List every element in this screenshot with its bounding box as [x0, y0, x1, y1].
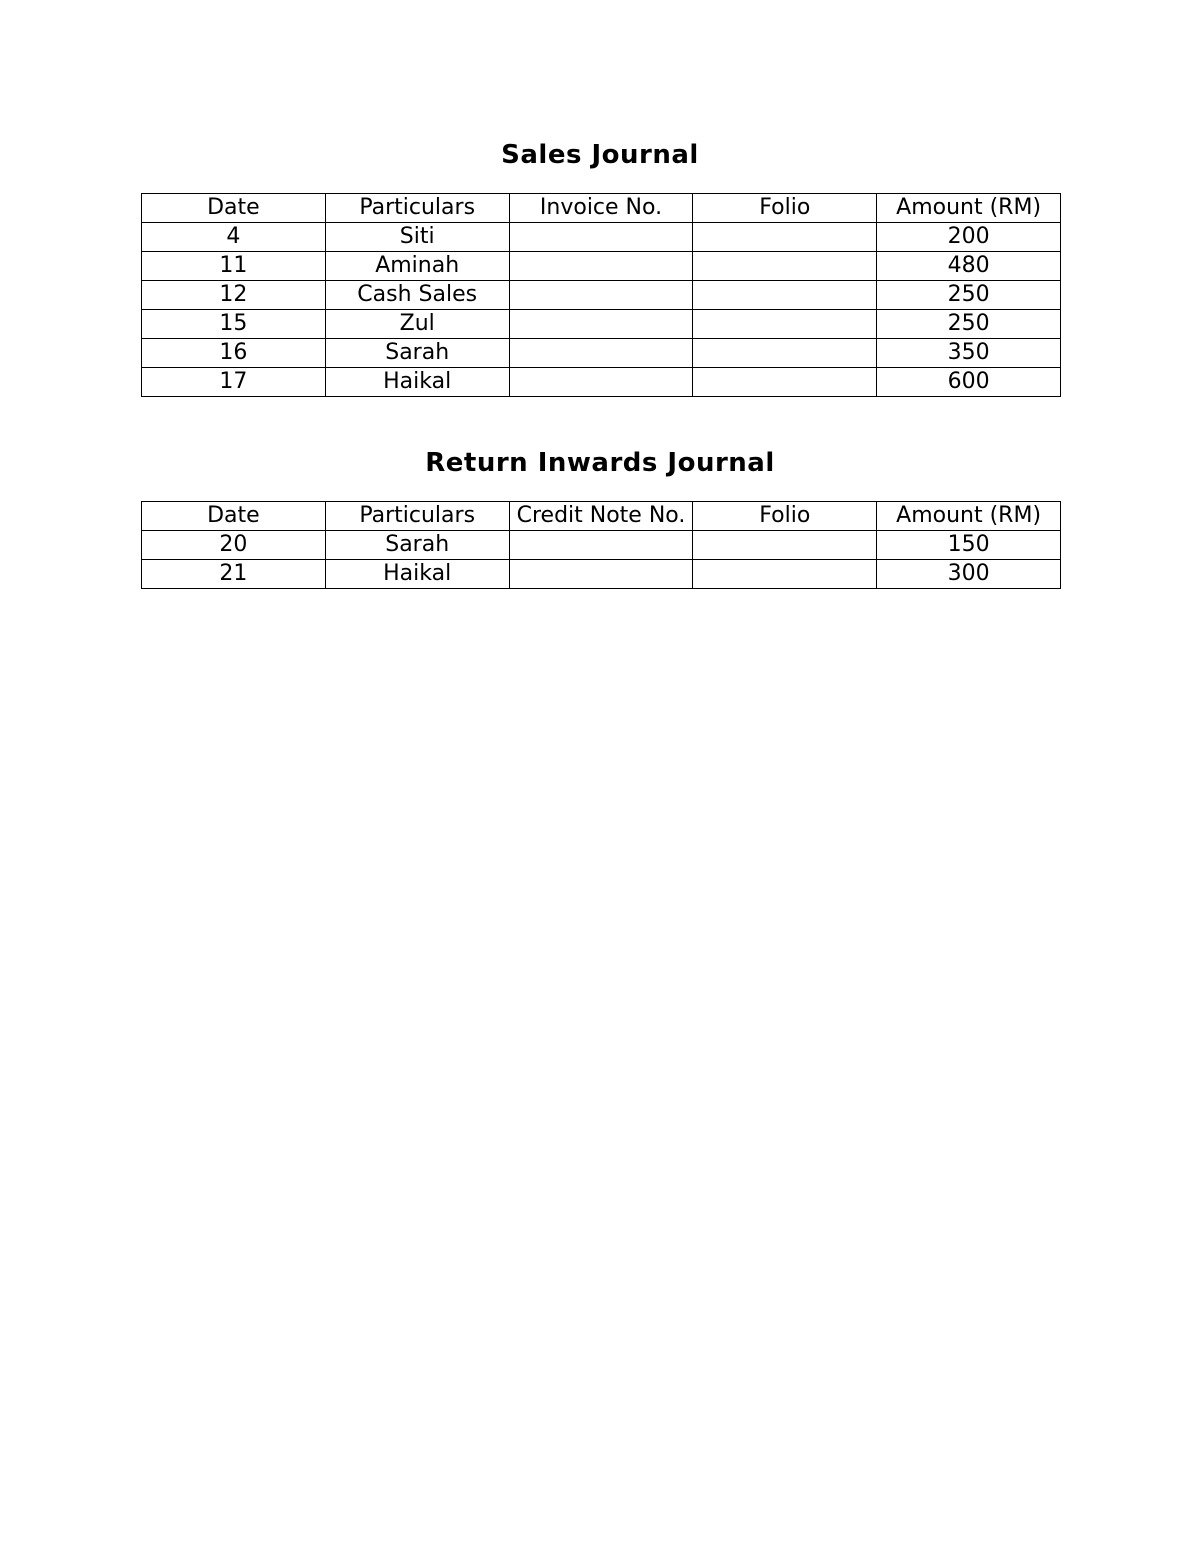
cell-amount: 200 [877, 223, 1061, 252]
cell-folio [693, 223, 877, 252]
cell-particulars: Zul [325, 310, 509, 339]
cell-particulars: Haikal [325, 560, 509, 589]
header-particulars: Particulars [325, 194, 509, 223]
cell-particulars: Cash Sales [325, 281, 509, 310]
cell-folio [693, 310, 877, 339]
cell-amount: 250 [877, 281, 1061, 310]
cell-folio [693, 560, 877, 589]
cell-invoice-no [509, 252, 693, 281]
cell-amount: 250 [877, 310, 1061, 339]
cell-invoice-no [509, 368, 693, 397]
header-date: Date [142, 502, 326, 531]
table-row [142, 560, 1061, 589]
table-row [142, 281, 1061, 310]
cell-invoice-no [509, 310, 693, 339]
cell-date: 15 [142, 310, 326, 339]
cell-particulars: Siti [325, 223, 509, 252]
cell-date: 20 [142, 531, 326, 560]
cell-amount: 600 [877, 368, 1061, 397]
return-inwards-journal-title: Return Inwards Journal [425, 448, 775, 478]
cell-folio [693, 368, 877, 397]
cell-invoice-no [509, 339, 693, 368]
cell-date: 4 [142, 223, 326, 252]
header-credit-note-no: Credit Note No. [509, 502, 693, 531]
table-header-row [142, 502, 1061, 531]
cell-folio [693, 252, 877, 281]
cell-particulars: Aminah [325, 252, 509, 281]
cell-date: 21 [142, 560, 326, 589]
cell-credit-note-no [509, 531, 693, 560]
header-folio: Folio [693, 194, 877, 223]
cell-credit-note-no [509, 560, 693, 589]
cell-date: 12 [142, 281, 326, 310]
header-particulars: Particulars [325, 502, 509, 531]
table-row [142, 223, 1061, 252]
cell-particulars: Sarah [325, 339, 509, 368]
table-row [142, 531, 1061, 560]
cell-amount: 150 [877, 531, 1061, 560]
cell-folio [693, 531, 877, 560]
return-inwards-journal-table [141, 501, 1061, 589]
sales-journal-table [141, 193, 1061, 397]
header-amount: Amount (RM) [877, 502, 1061, 531]
table-row [142, 252, 1061, 281]
cell-date: 17 [142, 368, 326, 397]
cell-particulars: Sarah [325, 531, 509, 560]
cell-folio [693, 281, 877, 310]
cell-amount: 350 [877, 339, 1061, 368]
header-invoice-no: Invoice No. [509, 194, 693, 223]
table-row [142, 310, 1061, 339]
cell-invoice-no [509, 281, 693, 310]
cell-particulars: Haikal [325, 368, 509, 397]
sales-journal-title: Sales Journal [501, 140, 699, 170]
header-date: Date [142, 194, 326, 223]
table-header-row [142, 194, 1061, 223]
cell-folio [693, 339, 877, 368]
table-row [142, 339, 1061, 368]
cell-amount: 480 [877, 252, 1061, 281]
cell-date: 11 [142, 252, 326, 281]
header-folio: Folio [693, 502, 877, 531]
cell-amount: 300 [877, 560, 1061, 589]
cell-date: 16 [142, 339, 326, 368]
table-row [142, 368, 1061, 397]
cell-invoice-no [509, 223, 693, 252]
header-amount: Amount (RM) [877, 194, 1061, 223]
